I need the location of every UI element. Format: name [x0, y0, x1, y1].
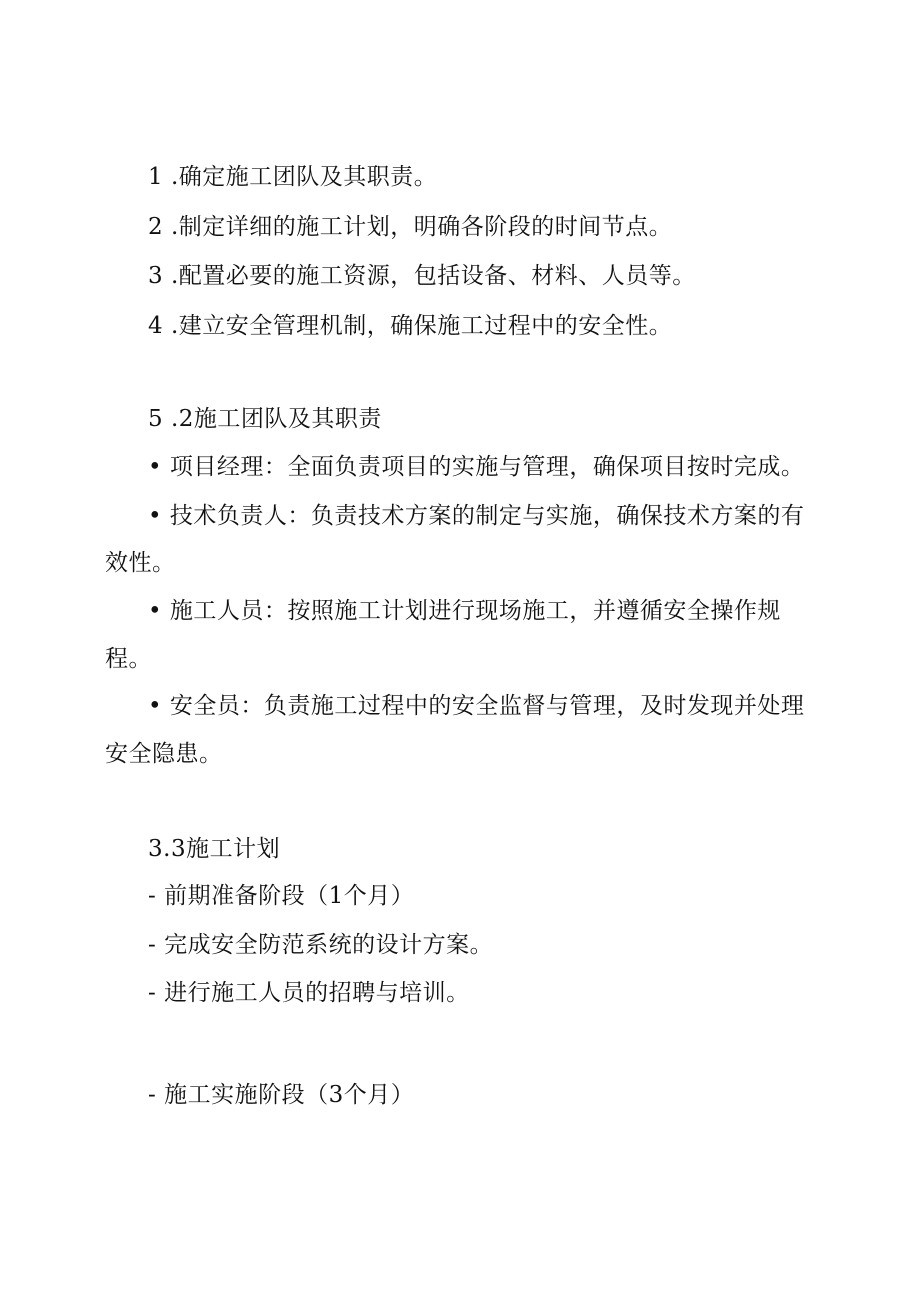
role-project-manager: • 项目经理：全面负责项目的实施与管理，确保项目按时完成。 — [148, 454, 805, 480]
team-section-heading: 5 .2施工团队及其职责 — [148, 406, 382, 432]
plan-item-implementation-phase: - 施工实施阶段（3个月） — [148, 1082, 415, 1108]
plan-item-prep-phase: - 前期准备阶段（1个月） — [148, 883, 415, 909]
plan-item-design: - 完成安全防范系统的设计方案。 — [148, 932, 494, 958]
role-tech-lead: • 技术负责人：负责技术方案的制定与实施，确保技术方案的有 — [148, 503, 805, 529]
plan-item-recruit: - 进行施工人员的招聘与培训。 — [148, 980, 470, 1006]
role-safety-officer-continued: 安全隐患。 — [105, 741, 223, 767]
step-1: 1 .确定施工团队及其职责。 — [148, 164, 438, 190]
role-tech-lead-continued: 效性。 — [105, 550, 176, 576]
step-4: 4 .建立安全管理机制，确保施工过程中的安全性。 — [148, 313, 673, 339]
step-3: 3 .配置必要的施工资源，包括设备、材料、人员等。 — [148, 263, 696, 289]
plan-section-heading: 3.3施工计划 — [148, 836, 281, 862]
role-construction-staff: • 施工人员：按照施工计划进行现场施工，并遵循安全操作规 — [148, 598, 781, 624]
role-construction-staff-continued: 程。 — [105, 646, 152, 672]
step-2: 2 .制定详细的施工计划，明确各阶段的时间节点。 — [148, 214, 673, 240]
role-safety-officer: • 安全员：负责施工过程中的安全监督与管理，及时发现并处理 — [148, 693, 805, 719]
